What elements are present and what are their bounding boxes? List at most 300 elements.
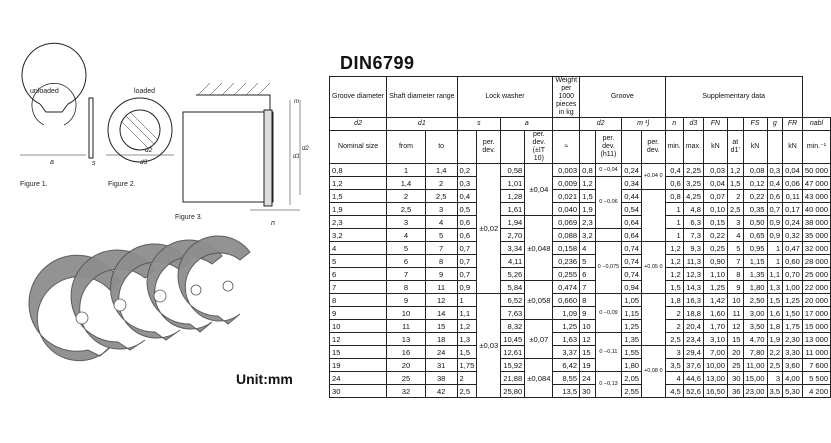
figure-1-drawing (20, 43, 96, 167)
sub-a-perdev: per. dev. (±IT 10) (525, 131, 553, 164)
table-cell: 0,74 (622, 268, 642, 281)
table-cell: 7 (387, 268, 426, 281)
table-row (330, 372, 831, 385)
table-row (330, 320, 831, 333)
table-cell: 2,2 (767, 346, 783, 359)
table-cell: 0,60 (783, 255, 803, 268)
table-cell: 9,3 (683, 242, 703, 255)
table-cell: 3 (767, 372, 783, 385)
table-cell: 2 (387, 190, 426, 203)
table-cell: 6 (387, 255, 426, 268)
table-cell: 7 (580, 281, 596, 294)
table-cell: 1,10 (703, 268, 727, 281)
table-cell: 1 (457, 294, 477, 307)
table-cell: 3,2 (330, 229, 387, 242)
fig3-caption: Figure 3. (175, 214, 203, 221)
table-cell: 0,06 (783, 177, 803, 190)
table-cell: 20 (727, 346, 743, 359)
sub-d2-value (580, 131, 596, 164)
svg-text:n: n (271, 220, 275, 227)
col-group-weight: Weight per 1000 pieces in kg (553, 77, 580, 118)
table-cell: 14 (425, 307, 457, 320)
table-cell: 35 000 (802, 229, 830, 242)
table-cell: 1,4 (387, 177, 426, 190)
table-cell: 50 000 (802, 164, 830, 177)
table-cell: 11 (727, 307, 743, 320)
table-cell: 2,5 (387, 203, 426, 216)
table-cell: 0,11 (783, 190, 803, 203)
table-cell: 1,2 (457, 320, 477, 333)
table-cell: 2,5 (767, 359, 783, 372)
svg-text:m: m (294, 99, 299, 105)
table-cell: 11,3 (683, 255, 703, 268)
table-cell: 32 000 (802, 242, 830, 255)
table-cell: 22 000 (802, 281, 830, 294)
table-cell: 6,52 (501, 294, 525, 307)
col-group-supplementary: Supplementary data (665, 77, 802, 118)
table-cell: 15 (580, 346, 596, 359)
table-cell: 0,7 (767, 203, 783, 216)
table-cell: 8 (330, 294, 387, 307)
sym-weight (553, 118, 580, 131)
table-cell: 1,9 (767, 333, 783, 346)
table-cell: 13,5 (553, 385, 580, 398)
table-cell: 0,65 (743, 229, 767, 242)
table-cell: 9 (580, 307, 596, 320)
table-cell: 12,61 (501, 346, 525, 359)
sub-m-perdev: per. dev. (642, 131, 666, 164)
sym-g: g (767, 118, 783, 131)
tolerance-a: ±0,058 (525, 281, 553, 320)
table-cell: 0,22 (743, 190, 767, 203)
table-cell: 2,05 (622, 372, 642, 385)
table-cell: 3,10 (703, 333, 727, 346)
table-cell: 1,25 (553, 320, 580, 333)
table-cell: 10,45 (501, 333, 525, 346)
table-cell: 21,88 (501, 372, 525, 385)
table-row (330, 190, 831, 203)
table-cell: 3,50 (743, 320, 767, 333)
table-cell: 1,2 (727, 164, 743, 177)
table-cell: 0,70 (783, 268, 803, 281)
sub-to: to (425, 131, 457, 164)
tolerance-d2 (595, 229, 622, 242)
table-row (330, 216, 831, 229)
table-cell: 15,00 (743, 372, 767, 385)
table-cell: 5 500 (802, 372, 830, 385)
tolerance-m (642, 190, 666, 242)
table-cell: 1,2 (665, 242, 683, 255)
sym-d1: d1 (387, 118, 457, 131)
svg-text:d1: d1 (293, 154, 300, 160)
table-cell: 5,26 (501, 268, 525, 281)
tolerance-d2: 0 −0,11 (595, 333, 622, 372)
tolerance-d2: 0 −0,04 (595, 164, 622, 177)
table-cell: 0,069 (553, 216, 580, 229)
table-cell: 0,74 (622, 255, 642, 268)
table-cell: 0,9 (767, 216, 783, 229)
table-cell: 13,00 (703, 372, 727, 385)
table-cell: 2 (425, 177, 457, 190)
sub-from: from (387, 131, 426, 164)
table-cell: 47 000 (802, 177, 830, 190)
table-cell: 11,00 (743, 359, 767, 372)
table-cell: 37,6 (683, 359, 703, 372)
table-cell: 1 (387, 164, 426, 177)
tolerance-a: ±0,04 (525, 164, 553, 216)
table-cell: 1,9 (580, 203, 596, 216)
table-cell: 16,3 (683, 294, 703, 307)
tolerance-s: ±0,03 (477, 294, 501, 398)
table-cell: 4 200 (802, 385, 830, 398)
din-spec-table (329, 76, 831, 398)
table-cell: 0,021 (553, 190, 580, 203)
table-cell: 4,8 (683, 203, 703, 216)
table-cell: 0,44 (622, 190, 642, 203)
table-cell: 12 (425, 294, 457, 307)
table-cell: 0,54 (622, 203, 642, 216)
table-cell: 14,3 (683, 281, 703, 294)
table-cell: 1,28 (501, 190, 525, 203)
table-cell: 1,3 (767, 281, 783, 294)
table-cell: 1,70 (703, 320, 727, 333)
table-cell: 1,01 (501, 177, 525, 190)
tolerance-a: ±0,084 (525, 359, 553, 398)
table-cell: 2,5 (665, 333, 683, 346)
table-row (330, 242, 831, 255)
table-cell: 9 (727, 281, 743, 294)
table-cell: 0,74 (622, 242, 642, 255)
table-cell: 0,24 (622, 164, 642, 177)
table-cell: 9 (330, 307, 387, 320)
table-cell: 30 (580, 385, 596, 398)
table-cell: 0,5 (457, 203, 477, 216)
table-cell: 8 (580, 294, 596, 307)
table-cell: 2 (665, 320, 683, 333)
table-cell: 0,4 (457, 190, 477, 203)
table-cell: 1 (665, 203, 683, 216)
tolerance-m: +0,05 0 (642, 242, 666, 294)
table-cell: 1,63 (553, 333, 580, 346)
table-cell: 1 (665, 229, 683, 242)
table-cell: 3,5 (665, 359, 683, 372)
table-cell: 12,3 (683, 268, 703, 281)
table-cell: 1,75 (783, 320, 803, 333)
table-row (330, 333, 831, 346)
table-cell: 1,1 (767, 268, 783, 281)
table-cell: 4 (580, 242, 596, 255)
table-cell: 10 (387, 307, 426, 320)
table-cell: 0,8 (580, 164, 596, 177)
table-cell: 2,3 (580, 216, 596, 229)
table-row (330, 229, 831, 242)
table-cell: 5 (425, 229, 457, 242)
table-cell: 3,34 (501, 242, 525, 255)
table-cell: 28 000 (802, 255, 830, 268)
table-cell: 0,12 (743, 177, 767, 190)
tolerance-d2: 0 −0,06 (595, 177, 622, 229)
table-cell: 6,42 (553, 359, 580, 372)
table-cell: 0,8 (330, 164, 387, 177)
col-group-groove-diameter: Groove diameter (330, 77, 387, 118)
table-cell: 3,37 (553, 346, 580, 359)
table-cell: 8 (727, 268, 743, 281)
table-cell: 3 (425, 203, 457, 216)
table-cell: 7 600 (802, 359, 830, 372)
table-cell: 5,30 (783, 385, 803, 398)
table-cell: 1,3 (457, 333, 477, 346)
table-cell: 23,00 (743, 385, 767, 398)
table-cell: 0,6 (767, 190, 783, 203)
table-cell: 0,03 (703, 164, 727, 177)
table-cell: 13 (387, 333, 426, 346)
table-cell: 7,3 (683, 229, 703, 242)
table-cell: 19 (580, 359, 596, 372)
tolerance-d2: 0 −0,13 (595, 372, 622, 398)
table-cell: 1,80 (743, 281, 767, 294)
table-cell: 7,63 (501, 307, 525, 320)
table-cell: 0,2 (457, 164, 477, 177)
table-cell: 2,5 (425, 190, 457, 203)
table-cell: 1,5 (457, 346, 477, 359)
table-cell: 0,64 (622, 216, 642, 229)
table-cell: 6 (330, 268, 387, 281)
table-cell: 0,088 (553, 229, 580, 242)
table-cell: 42 (425, 385, 457, 398)
table-cell: 9 (387, 294, 426, 307)
table-cell: 1,5 (665, 281, 683, 294)
sub-s-value (457, 131, 477, 164)
table-row (330, 359, 831, 372)
table-cell: 44,6 (683, 372, 703, 385)
table-cell: 0,4 (665, 164, 683, 177)
tolerance-a: ±0,07 (525, 320, 553, 359)
table-cell: 1,75 (457, 359, 477, 372)
table-cell: 1,60 (703, 307, 727, 320)
table-cell: 4,5 (665, 385, 683, 398)
table-cell: 0,7 (457, 242, 477, 255)
table-cell: 3,00 (743, 307, 767, 320)
table-cell: 6 (580, 268, 596, 281)
sub-g (767, 131, 783, 164)
svg-text:d2: d2 (302, 146, 309, 152)
table-cell: 5,84 (501, 281, 525, 294)
sub-fs-kn: kN (743, 131, 767, 164)
table-cell: 25 (727, 359, 743, 372)
table-cell: 2 (457, 372, 477, 385)
table-cell: 2 (665, 307, 683, 320)
table-cell: 2 (727, 190, 743, 203)
table-cell: 1,4 (425, 164, 457, 177)
sub-nabl-unit: min.⁻¹ (802, 131, 830, 164)
sym-nabl: nabl (802, 118, 830, 131)
sub-fr-kn: kN (783, 131, 803, 164)
table-cell: 1,55 (622, 346, 642, 359)
svg-text:s: s (92, 160, 96, 167)
table-cell: 0,32 (783, 229, 803, 242)
table-cell: 1,2 (330, 177, 387, 190)
table-cell: 1,6 (767, 307, 783, 320)
table-cell: 24 (425, 346, 457, 359)
table-cell: 16 (387, 346, 426, 359)
table-cell: 0,64 (622, 229, 642, 242)
table-cell: 4 (330, 242, 387, 255)
tolerance-d2: 0 −0,075 (595, 242, 622, 294)
table-row (330, 346, 831, 359)
table-cell: 2,3 (330, 216, 387, 229)
table-cell: 0,9 (767, 229, 783, 242)
table-row (330, 203, 831, 216)
table-cell: 18 (425, 333, 457, 346)
table-cell: 3,5 (767, 385, 783, 398)
table-cell: 3 (727, 216, 743, 229)
figure-3-drawing (183, 83, 300, 210)
tolerance-s: ±0,02 (477, 164, 501, 294)
table-cell: 0,009 (553, 177, 580, 190)
sub-nominal: Nominal size (330, 131, 387, 164)
table-cell: 4 (665, 372, 683, 385)
table-cell: 24 (580, 372, 596, 385)
table-cell: 3,2 (580, 229, 596, 242)
table-cell: 10 (727, 294, 743, 307)
table-row (330, 307, 831, 320)
table-cell: 1,25 (622, 320, 642, 333)
table-cell: 0,50 (743, 216, 767, 229)
table-cell: 18,8 (683, 307, 703, 320)
table-row (330, 255, 831, 268)
sub-a-value (501, 131, 525, 164)
table-cell: 1,15 (743, 255, 767, 268)
table-cell: 25 000 (802, 268, 830, 281)
table-cell: 11 000 (802, 346, 830, 359)
sub-d2-perdev: per. dev. (h11) (595, 131, 622, 164)
table-cell: 8,32 (501, 320, 525, 333)
table-cell: 0,04 (783, 164, 803, 177)
table-row (330, 164, 831, 177)
sub-fn-kn: kN (703, 131, 727, 164)
table-cell: 0,7 (457, 268, 477, 281)
table-cell: 1,15 (622, 307, 642, 320)
table-cell: 1,61 (501, 203, 525, 216)
table-cell: 0,47 (783, 242, 803, 255)
unit-label: Unit:mm (236, 371, 293, 387)
table-cell: 1,25 (703, 281, 727, 294)
sym-s: s (457, 118, 501, 131)
table-cell: 1,2 (665, 255, 683, 268)
table-cell: 0,34 (622, 177, 642, 190)
table-row (330, 385, 831, 398)
table-cell: 1,2 (580, 177, 596, 190)
table-cell: 11 (425, 281, 457, 294)
table-cell: 2,25 (683, 164, 703, 177)
table-cell: 5 (387, 242, 426, 255)
table-cell: 10,00 (703, 359, 727, 372)
tolerance-m: +0,08 0 (642, 346, 666, 398)
table-cell: 0,17 (783, 203, 803, 216)
table-cell: 15,92 (501, 359, 525, 372)
table-cell: 7 (425, 242, 457, 255)
table-cell: 0,3 (457, 177, 477, 190)
table-cell: 0,6 (457, 216, 477, 229)
table-cell: 0,9 (457, 281, 477, 294)
col-group-lock-washer: Lock washer (457, 77, 553, 118)
table-cell: 11 (387, 320, 426, 333)
table-cell: 1,09 (553, 307, 580, 320)
fig2-caption: Figure 2. (108, 181, 136, 188)
table-cell: 12 (727, 320, 743, 333)
table-cell: 15 (727, 333, 743, 346)
sub-at-d1: at d1' (727, 131, 743, 164)
table-cell: 6,3 (683, 216, 703, 229)
table-row (330, 294, 831, 307)
table-cell: 0,90 (703, 255, 727, 268)
table-cell: 4 (425, 216, 457, 229)
table-cell: 1,5 (767, 294, 783, 307)
table-cell: 0,15 (703, 216, 727, 229)
table-cell: 16,50 (703, 385, 727, 398)
table-cell: 24 (330, 372, 387, 385)
table-cell: 4,25 (683, 190, 703, 203)
table-cell: 23,4 (683, 333, 703, 346)
tolerance-a: ±0,048 (525, 216, 553, 281)
table-cell: 1,05 (622, 294, 642, 307)
table-cell: 7 (727, 255, 743, 268)
table-row (330, 268, 831, 281)
table-cell: 9 (425, 268, 457, 281)
table-row (330, 281, 831, 294)
table-cell: 0,255 (553, 268, 580, 281)
tolerance-d2: 0 −0,09 (595, 294, 622, 333)
tolerance-m: +0,04 0 (642, 164, 666, 190)
table-cell: 1,25 (783, 294, 803, 307)
table-cell: 3,60 (783, 359, 803, 372)
table-cell: 0,6 (457, 229, 477, 242)
sym-fr: FR (783, 118, 803, 131)
table-cell: 1,5 (727, 177, 743, 190)
table-cell: 1,00 (783, 281, 803, 294)
table-row (330, 177, 831, 190)
table-cell: 1 (767, 242, 783, 255)
table-cell: 12 (580, 333, 596, 346)
sub-m-value (622, 131, 642, 164)
svg-text:d2: d2 (145, 147, 153, 154)
table-cell: 0,25 (703, 242, 727, 255)
table-cell: 0,236 (553, 255, 580, 268)
table-cell: 0,4 (767, 177, 783, 190)
table-cell: 1,94 (501, 216, 525, 229)
table-cell: 0,04 (703, 177, 727, 190)
table-cell: 0,3 (767, 164, 783, 177)
table-cell: 1,8 (665, 294, 683, 307)
table-cell: 2,70 (501, 229, 525, 242)
fig2-label: loaded (134, 88, 156, 95)
table-cell: 0,24 (783, 216, 803, 229)
table-cell: 1 (665, 216, 683, 229)
fig1-caption: Figure 1. (20, 181, 48, 188)
table-cell: 0,8 (665, 190, 683, 203)
table-cell: 2,5 (457, 385, 477, 398)
table-cell: 7 (330, 281, 387, 294)
table-cell: 12 (330, 333, 387, 346)
table-cell: 0,7 (457, 255, 477, 268)
sub-s-perdev: per. dev. (477, 131, 501, 164)
table-cell: 0,22 (703, 229, 727, 242)
table-cell: 38 (425, 372, 457, 385)
col-group-shaft-range: Shaft diameter range (387, 77, 457, 118)
table-cell: 20 000 (802, 294, 830, 307)
col-group-groove: Groove (580, 77, 665, 118)
drawings-panel (0, 0, 330, 438)
